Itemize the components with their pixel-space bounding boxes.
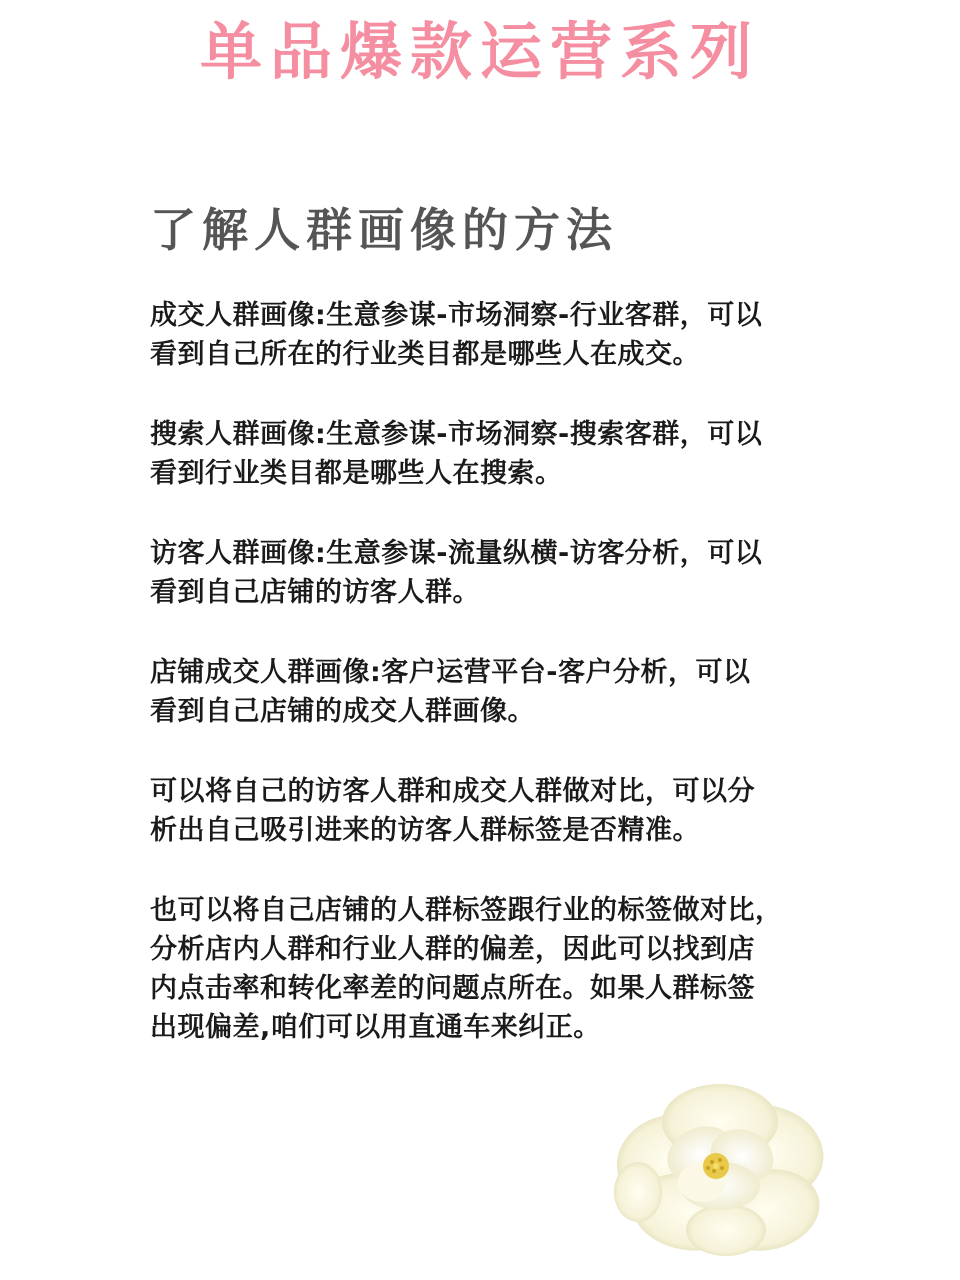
text-line: 访客人群画像:生意参谋-流量纵横-访客分析，可以: [150, 538, 763, 569]
paragraph-search-audience: [150, 415, 820, 493]
text-line: 内点击率和转化率差的问题点所在。如果人群标签: [150, 973, 755, 1004]
text-line: 看到自己店铺的访客人群。: [150, 577, 480, 608]
text-line: 析出自己吸引进来的访客人群标签是否精准。: [150, 815, 700, 846]
paragraph-compare-visitor-transaction: [150, 772, 820, 850]
text-line: 出现偏差,咱们可以用直通车来纠正。: [150, 1012, 601, 1043]
content-body: [150, 296, 820, 1088]
text-line: 看到行业类目都是哪些人在搜索。: [150, 458, 563, 489]
text-line: 看到自己店铺的成交人群画像。: [150, 696, 535, 727]
paragraph-compare-industry: [150, 891, 820, 1047]
text-line: 可以将自己的访客人群和成交人群做对比，可以分: [150, 776, 755, 807]
paragraph-store-transaction-audience: [150, 653, 820, 731]
white-flower-icon: [608, 1082, 834, 1258]
paragraph-visitor-audience: [150, 534, 820, 612]
text-line: 看到自己所在的行业类目都是哪些人在成交。: [150, 339, 700, 370]
text-line: 分析店内人群和行业人群的偏差，因此可以找到店: [150, 934, 755, 965]
text-line: 成交人群画像:生意参谋-市场洞察-行业客群，可以: [150, 300, 763, 331]
page-title: 单品爆款运营系列: [199, 15, 760, 88]
text-line: 店铺成交人群画像:客户运营平台-客户分析，可以: [150, 657, 751, 688]
flower-center: [703, 1153, 729, 1179]
paragraph-transaction-audience: [150, 296, 820, 374]
text-line: 也可以将自己店铺的人群标签跟行业的标签做对比，: [150, 895, 783, 926]
text-line: 搜索人群画像:生意参谋-市场洞察-搜索客群，可以: [150, 419, 763, 450]
section-heading: 了解人群画像的方法: [150, 203, 618, 257]
